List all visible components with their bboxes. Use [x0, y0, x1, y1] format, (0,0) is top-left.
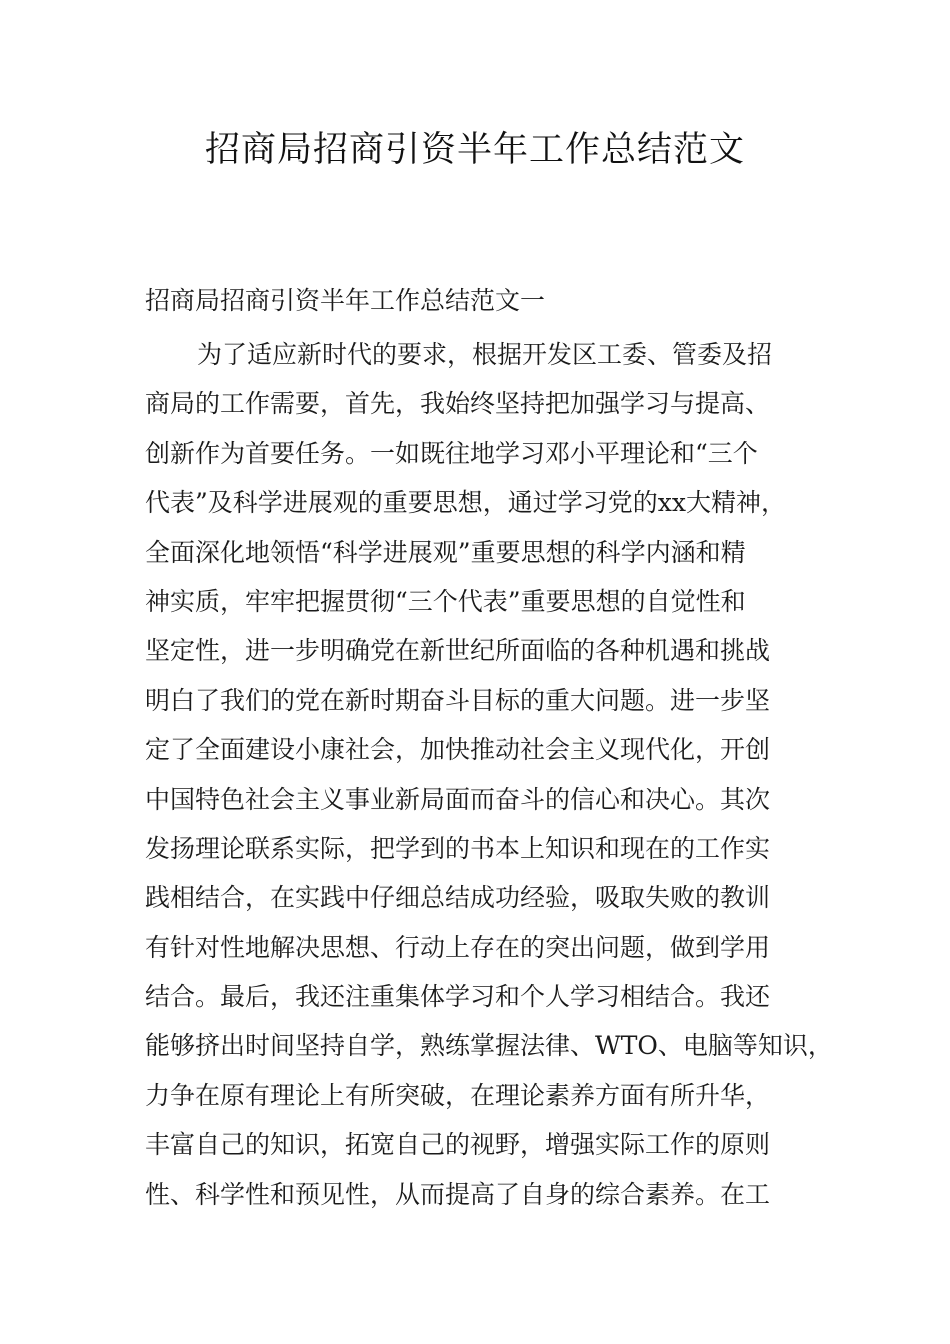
body-line: 坚定性，进一步明确党在新世纪所面临的各种机遇和挑战	[145, 636, 771, 666]
body-line: 明白了我们的党在新时期奋斗目标的重大问题。进一步坚	[145, 685, 771, 715]
body-line: 创新作为首要任务。一如既往地学习邓小平理论和“三个	[145, 438, 758, 468]
body-line: 为了适应新时代的要求，根据开发区工委、管委及招	[197, 340, 773, 369]
body-line: 力争在原有理论上有所突破，在理论素养方面有所升华，	[145, 1080, 771, 1110]
body-line: 中国特色社会主义事业新局面而奋斗的信心和决心。其次	[145, 784, 771, 814]
body-line: 商局的工作需要，首先，我始终坚持把加强学习与提高、	[145, 389, 771, 419]
body-line: 性、科学性和预见性，从而提高了自身的综合素养。在工	[145, 1179, 771, 1209]
body-line: 神实质，牢牢把握贯彻“三个代表”重要思想的自觉性和	[145, 586, 746, 616]
body-line: 有针对性地解决思想、行动上存在的突出问题，做到学用	[145, 932, 771, 962]
body-line: 丰富自己的知识，拓宽自己的视野，增强实际工作的原则	[145, 1130, 771, 1160]
body-line: 全面深化地领悟“科学进展观”重要思想的科学内涵和精	[145, 537, 746, 567]
document-title: 招商局招商引资半年工作总结范文	[204, 130, 745, 170]
body-line: 能够挤出时间坚持自学，熟练掌握法律、WTO、电脑等知识，	[145, 1031, 833, 1061]
section-heading: 招商局招商引资半年工作总结范文一	[145, 286, 546, 315]
body-line: 定了全面建设小康社会，加快推动社会主义现代化，开创	[145, 735, 771, 765]
body-paragraph	[145, 330, 835, 1219]
body-line: 践相结合，在实践中仔细总结成功经验，吸取失败的教训	[145, 883, 771, 913]
body-line: 结合。最后，我还注重集体学习和个人学习相结合。我还	[145, 982, 771, 1012]
body-line: 发扬理论联系实际，把学到的书本上知识和现在的工作实	[145, 833, 771, 863]
body-line: 代表”及科学进展观的重要思想，通过学习党的xx大精神，	[145, 488, 786, 518]
